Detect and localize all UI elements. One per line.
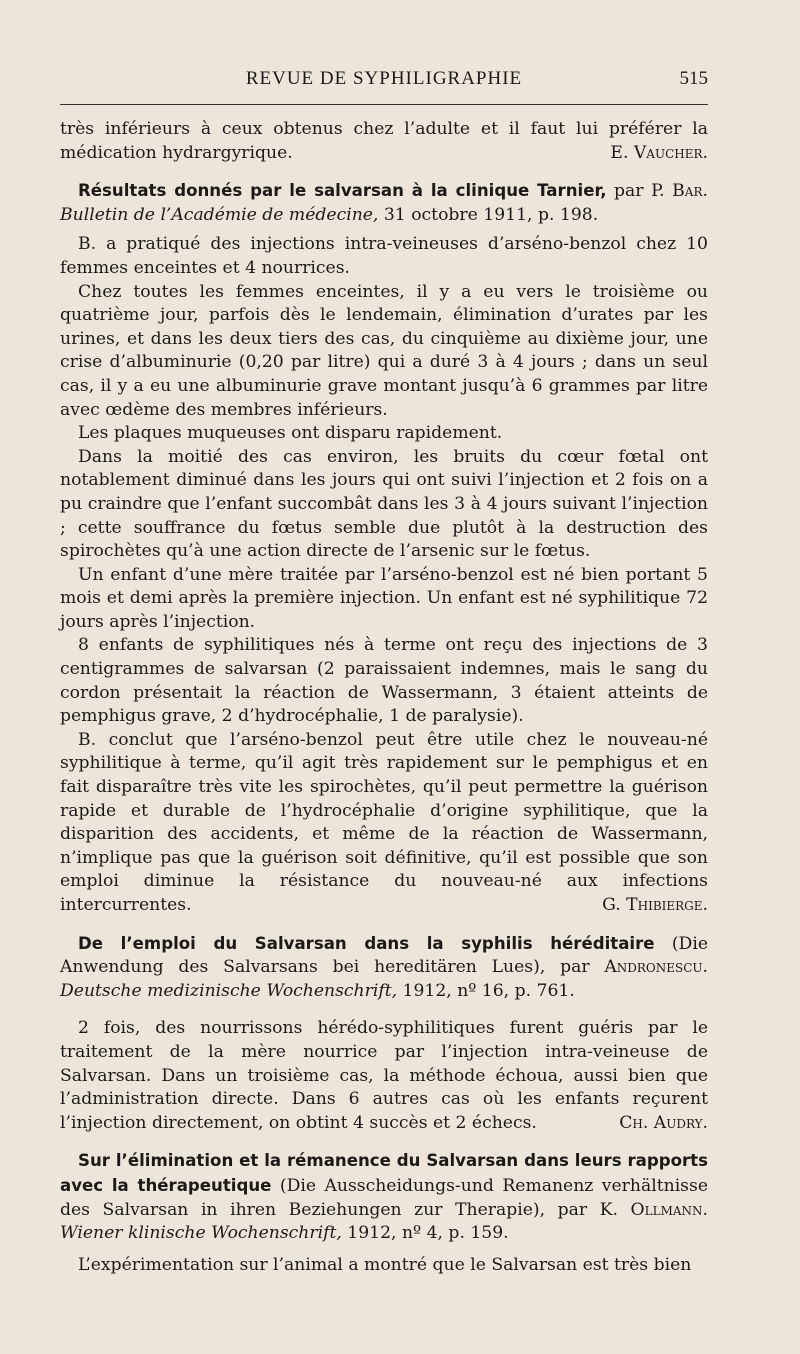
article-1-paragraph: Les plaques muqueuses ont disparu rapidement. [78, 423, 503, 444]
page-number: 515 [679, 68, 708, 89]
article-1-title: Résultats donnés par le salvarsan à la clinique Tarnier, [78, 181, 607, 201]
article-1-journal: Bulletin de l’Académie de médecine, [60, 204, 379, 225]
article-2-author: Andronescu. [604, 957, 708, 978]
continued-paragraph [60, 118, 708, 165]
article-3-title: Sur l’élimination et la rémanence du Salvarsan dans leurs rapports avec la thérapeutique [60, 1151, 708, 1195]
article-1-conclusion [60, 729, 708, 918]
article-1-ref: 31 octobre 1911, p. 198. [378, 204, 599, 225]
running-title: REVUE DE SYPHILIGRAPHIE [245, 68, 523, 89]
article-2-subtitle: (Die Anwendung des Salvarsans bei hereditären Lues), par [60, 933, 708, 978]
article-2-text: 2 fois, des nourrissons hérédo-syphilitiques furent guéris par le traitement de la mère nourrice par l’injection intra-veineuse de Salvarsan. Dans un troisième cas, la méthode échoua, aussi bien que l’administration directe. Dans 6 autres cas où les enfants reçurent l’injection directement, on obtint 4 succès et 2 échecs. [60, 1018, 708, 1133]
signature-audry: Ch. Audry. [619, 1112, 708, 1133]
article-1-paragraph: Dans la moitié des cas environ, les bruits du cœur fœtal ont notablement diminué dans les jours qui ont suivi l’injection et 2 fois on a pu craindre que l’enfant succombât dans les 3 à 4 jours suivant l’injection ; cette souffrance du fœtus semble due plutôt à la destruction des spirochètes qu’à une action directe de l’arsenic sur le fœtus. [60, 446, 708, 562]
article-1-author: P. Bar. [651, 181, 708, 202]
article-3-author: K. Ollmann. [599, 1199, 708, 1220]
page-body [60, 118, 708, 1277]
article-3-subtitle: (Die Ausscheidungs-und Remanenz verhältnisse des Salvarsan in ihren Beziehungen zur Therapie), par [60, 1175, 708, 1220]
article-2-ref: 1912, nº 16, p. 761. [397, 980, 575, 1001]
article-1-by: par [606, 181, 652, 202]
article-1-paragraph: B. a pratiqué des injections intra-veineuses d’arséno-benzol chez 10 femmes enceintes et 4 nourrices. [60, 234, 708, 278]
article-2-paragraph [60, 1017, 708, 1135]
header-rule [60, 104, 708, 105]
page-header [60, 68, 708, 94]
article-3-journal: Wiener klinische Wochenschrift, [60, 1223, 342, 1244]
continued-text: très inférieurs à ceux obtenus chez l’adulte et il faut lui préférer la médication hydrargyrique. [60, 119, 708, 163]
signature-thibierge: G. Thibierge. [602, 895, 708, 915]
article-1-paragraph: Chez toutes les femmes enceintes, il y a eu vers le troisième ou quatrième jour, parfois dès le lendemain, élimination d’urates par les urines, et dans les deux tiers des cas, du cinquième au dixième jour, une crise d’albuminurie (0,20 par litre) qui a duré 3 à 4 jours ; dans un seul cas, il y a eu une albuminurie grave montant jusqu’à 6 grammes par litre avec œdème des membres inférieurs. [60, 281, 708, 420]
article-3-first-line: L’expérimentation sur l’animal a montré que le Salvarsan est très bien [78, 1254, 692, 1275]
article-1-paragraph: 8 enfants de syphilitiques nés à terme ont reçu des injections de 3 centigrammes de salvarsan (2 paraissaient indemnes, mais le sang du cordon présentait la réaction de Wassermann, 3 étaient atteints de pemphigus grave, 2 d’hydrocéphalie, 1 de paralysie). [60, 635, 708, 727]
article-3-heading [60, 1149, 708, 1245]
article-1-heading [60, 179, 708, 227]
article-3-ref: 1912, nº 4, p. 159. [341, 1223, 509, 1244]
article-2-heading [60, 932, 708, 1004]
article-1-paragraph: Un enfant d’une mère traitée par l’arséno-benzol est né bien portant 5 mois et demi après la première injection. Un enfant est né syphilitique 72 jours après l’injection. [60, 564, 708, 632]
signature-vaucher: E. Vaucher. [610, 142, 708, 163]
article-1-conclusion-text: B. conclut que l’arséno-benzol peut être utile chez le nouveau-né syphilitique à terme, qu’il agit très rapidement sur le pemphigus et en fait disparaître très vite les spirochètes, qu’il peut permettre la guérison rapide et durable de l’hydrocéphalie d’origine syphilitique, que la disparition des accidents, et même de la réaction de Wassermann, n’implique pas que la guérison soit définitive, qu’il est possible que son emploi diminue la résistance du nouveau-né aux infections intercurrentes. [60, 729, 708, 915]
article-2-journal: Deutsche medizinische Wochenschrift, [60, 980, 398, 1001]
article-2-title: De l’emploi du Salvarsan dans la syphilis héréditaire [78, 933, 655, 953]
